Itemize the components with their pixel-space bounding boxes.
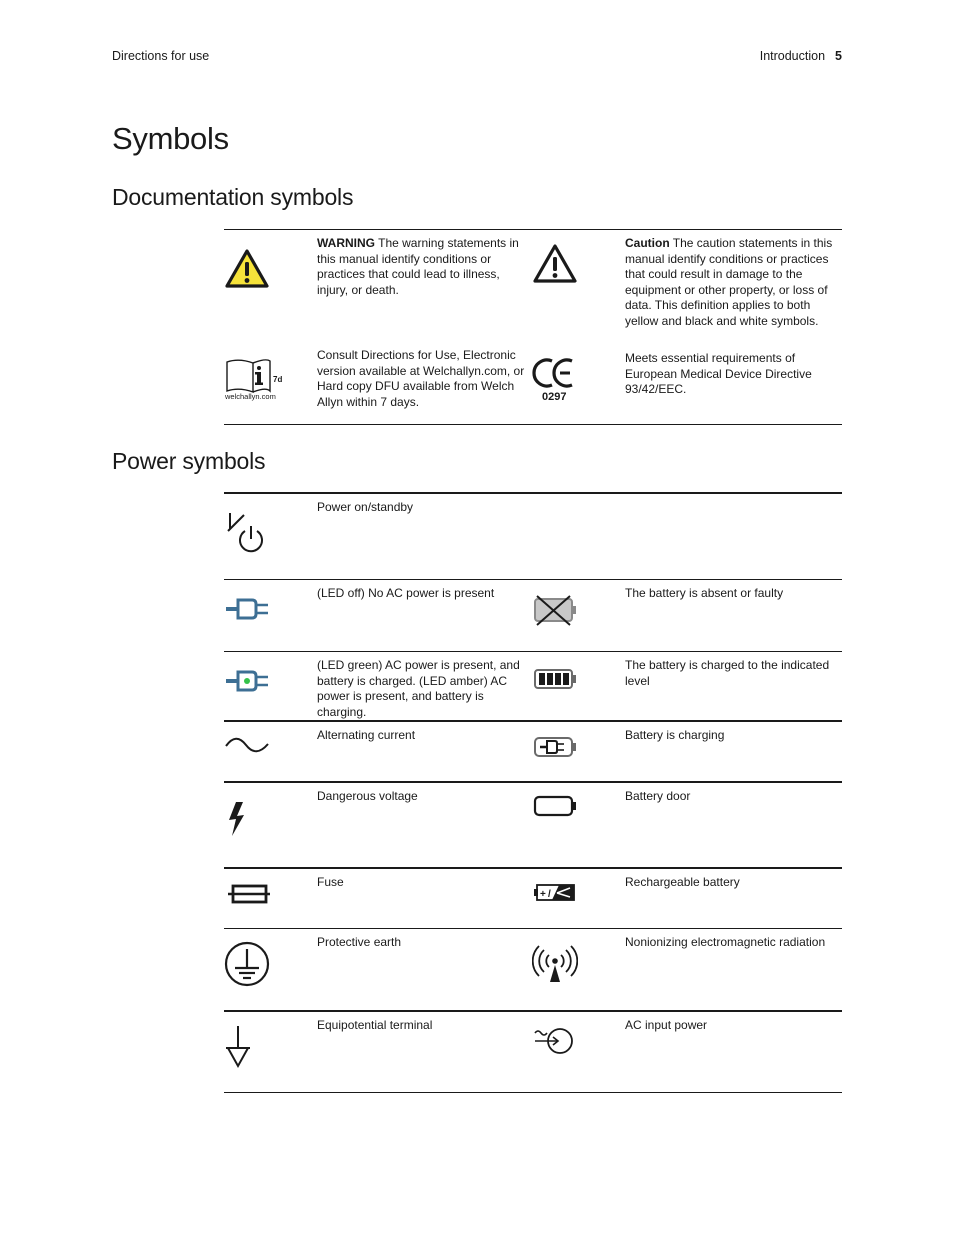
table-row bbox=[224, 580, 842, 651]
fuse-description: Fuse bbox=[317, 875, 344, 889]
table-row bbox=[224, 494, 842, 579]
running-header-left: Directions for use bbox=[112, 49, 210, 63]
table-bottom-rule bbox=[224, 424, 842, 425]
ac-plug-off-icon bbox=[224, 596, 272, 622]
nonionizing-radiation-description: Nonionizing electromagnetic radiation bbox=[625, 935, 826, 949]
svg-text:+: + bbox=[540, 889, 546, 900]
power-standby-description: Power on/standby bbox=[317, 500, 414, 514]
svg-text:/: / bbox=[548, 889, 551, 900]
consult-dfu-icon bbox=[224, 356, 286, 402]
caution-icon bbox=[532, 243, 578, 285]
equipotential-terminal-icon bbox=[224, 1024, 254, 1070]
table-bottom-rule bbox=[224, 1092, 842, 1093]
dangerous-voltage-icon bbox=[224, 800, 250, 840]
consult-dfu-description: Consult Directions for Use, Electronic version available at Welchallyn.com, or Hard copy DFU available from Welch Allyn within 7 days. bbox=[317, 348, 525, 409]
svg-text:7d: 7d bbox=[273, 375, 283, 384]
protective-earth-description: Protective earth bbox=[317, 935, 402, 949]
battery-faulty-icon bbox=[532, 594, 578, 628]
table-row bbox=[224, 652, 842, 720]
warning-description: WARNING The warning statements in this manual identify conditions or practices that could lead to illness, injury, or death. bbox=[317, 236, 519, 297]
page-title: Symbols bbox=[112, 121, 229, 156]
power-symbols-heading: Power symbols bbox=[112, 448, 266, 474]
warning-yellow-icon bbox=[224, 248, 270, 290]
page-number: 5 bbox=[835, 49, 842, 63]
rechargeable-battery-description: Rechargeable battery bbox=[625, 875, 740, 889]
battery-door-icon bbox=[532, 795, 578, 819]
ac-input-power-icon bbox=[532, 1026, 578, 1056]
table-row bbox=[224, 722, 842, 782]
section-name: Introduction bbox=[759, 49, 826, 63]
svg-text:0297: 0297 bbox=[542, 391, 567, 402]
ac-plug-off-description: (LED off) No AC power is present bbox=[317, 586, 495, 600]
caution-description: Caution The caution statements in this manual identify conditions or practices that could result in damage to the equipment or other property, or loss of data. This definition applies to both yellow and black and white symbols. bbox=[625, 236, 833, 328]
ac-plug-on-icon bbox=[224, 668, 272, 694]
fuse-icon bbox=[224, 883, 274, 905]
table-row bbox=[224, 230, 842, 342]
table-row bbox=[224, 783, 842, 868]
ac-plug-on-description: (LED green) AC power is present, and battery is charged. (LED amber) AC power is present, and battery is charging. bbox=[317, 658, 520, 719]
table-row bbox=[224, 929, 842, 1011]
equipotential-terminal-description: Equipotential terminal bbox=[317, 1018, 433, 1032]
dangerous-voltage-description: Dangerous voltage bbox=[317, 789, 418, 803]
ac-input-power-description: AC input power bbox=[625, 1018, 708, 1032]
table-row bbox=[224, 869, 842, 929]
alternating-current-description: Alternating current bbox=[317, 728, 416, 742]
battery-charging-description: Battery is charging bbox=[625, 728, 725, 742]
nonionizing-radiation-icon bbox=[532, 943, 578, 985]
battery-faulty-description: The battery is absent or faulty bbox=[625, 586, 784, 600]
power-standby-icon bbox=[224, 511, 268, 555]
battery-level-description: The battery is charged to the indicated level bbox=[625, 658, 830, 688]
ce-mark-icon bbox=[532, 356, 576, 402]
protective-earth-icon bbox=[224, 941, 272, 989]
battery-charging-icon bbox=[532, 736, 578, 760]
table-row bbox=[224, 342, 842, 424]
rechargeable-battery-icon bbox=[532, 882, 578, 904]
svg-text:welchallyn.com: welchallyn.com bbox=[225, 392, 276, 401]
alternating-current-icon bbox=[224, 734, 270, 756]
running-header-right bbox=[760, 49, 842, 63]
ce-mark-description: Meets essential requirements of European Medical Device Directive 93/42/EEC. bbox=[625, 351, 812, 397]
documentation-symbols-heading: Documentation symbols bbox=[112, 184, 354, 210]
table-row bbox=[224, 1012, 842, 1092]
battery-door-description: Battery door bbox=[625, 789, 691, 803]
battery-level-icon bbox=[532, 668, 578, 692]
